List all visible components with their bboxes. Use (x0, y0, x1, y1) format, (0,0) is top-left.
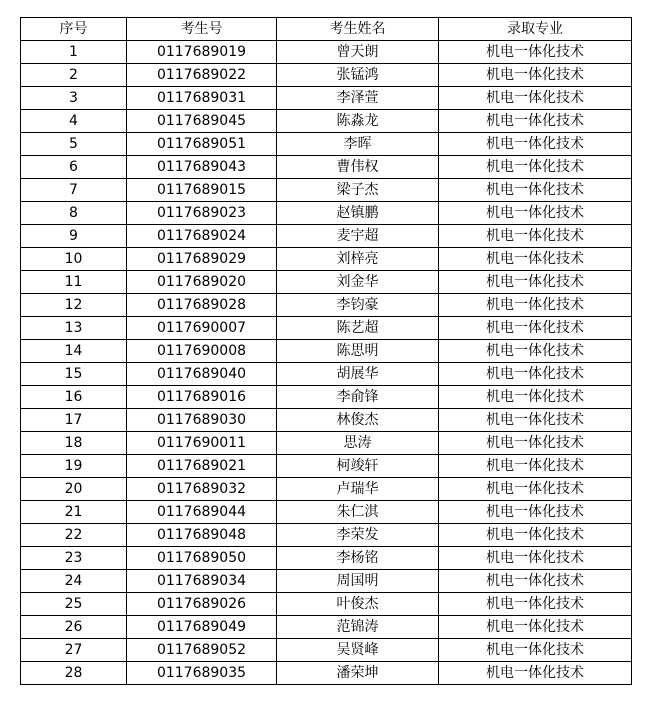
table-row (21, 386, 632, 409)
cell-seq: 19 (21, 455, 127, 478)
table-row (21, 455, 632, 478)
cell-seq: 23 (21, 547, 127, 570)
cell-major: 机电一体化技术 (439, 225, 632, 248)
admission-list-sheet (20, 17, 632, 685)
cell-exam-no: 0117689020 (127, 271, 277, 294)
cell-seq: 21 (21, 501, 127, 524)
cell-exam-no: 0117689051 (127, 133, 277, 156)
cell-seq: 16 (21, 386, 127, 409)
cell-name: 赵镇鹏 (277, 202, 439, 225)
cell-name: 范锦涛 (277, 616, 439, 639)
cell-major: 机电一体化技术 (439, 432, 632, 455)
cell-name: 周国明 (277, 570, 439, 593)
cell-name: 卢瑞华 (277, 478, 439, 501)
table-row (21, 409, 632, 432)
table-row (21, 41, 632, 64)
cell-major: 机电一体化技术 (439, 41, 632, 64)
table-row (21, 64, 632, 87)
cell-name: 张锰鸿 (277, 64, 439, 87)
cell-name: 朱仁淇 (277, 501, 439, 524)
cell-exam-no: 0117690008 (127, 340, 277, 363)
admission-table (20, 17, 632, 685)
cell-name: 刘金华 (277, 271, 439, 294)
cell-name: 梁子杰 (277, 179, 439, 202)
cell-seq: 4 (21, 110, 127, 133)
cell-major: 机电一体化技术 (439, 87, 632, 110)
cell-exam-no: 0117689019 (127, 41, 277, 64)
cell-seq: 28 (21, 662, 127, 685)
cell-major: 机电一体化技术 (439, 524, 632, 547)
table-row (21, 478, 632, 501)
cell-major: 机电一体化技术 (439, 179, 632, 202)
header-exam-no: 考生号 (127, 18, 277, 41)
cell-seq: 1 (21, 41, 127, 64)
table-row (21, 363, 632, 386)
cell-major: 机电一体化技术 (439, 570, 632, 593)
cell-exam-no: 0117689028 (127, 294, 277, 317)
cell-exam-no: 0117689021 (127, 455, 277, 478)
cell-name: 麦宇超 (277, 225, 439, 248)
cell-exam-no: 0117689034 (127, 570, 277, 593)
cell-name: 叶俊杰 (277, 593, 439, 616)
table-row (21, 202, 632, 225)
cell-name: 陈思明 (277, 340, 439, 363)
table-row (21, 225, 632, 248)
cell-exam-no: 0117689016 (127, 386, 277, 409)
cell-seq: 3 (21, 87, 127, 110)
cell-name: 李晖 (277, 133, 439, 156)
cell-seq: 9 (21, 225, 127, 248)
cell-major: 机电一体化技术 (439, 64, 632, 87)
table-row (21, 432, 632, 455)
table-row (21, 294, 632, 317)
cell-seq: 12 (21, 294, 127, 317)
cell-major: 机电一体化技术 (439, 547, 632, 570)
table-header (21, 18, 632, 41)
cell-major: 机电一体化技术 (439, 478, 632, 501)
table-row (21, 340, 632, 363)
cell-major: 机电一体化技术 (439, 340, 632, 363)
cell-exam-no: 0117689040 (127, 363, 277, 386)
cell-name: 李泽萱 (277, 87, 439, 110)
cell-seq: 24 (21, 570, 127, 593)
cell-name: 刘梓亮 (277, 248, 439, 271)
cell-major: 机电一体化技术 (439, 294, 632, 317)
cell-exam-no: 0117689032 (127, 478, 277, 501)
cell-exam-no: 0117689048 (127, 524, 277, 547)
cell-major: 机电一体化技术 (439, 202, 632, 225)
cell-name: 陈淼龙 (277, 110, 439, 133)
cell-name: 李俞锋 (277, 386, 439, 409)
cell-seq: 15 (21, 363, 127, 386)
cell-name: 李钧豪 (277, 294, 439, 317)
table-row (21, 501, 632, 524)
cell-exam-no: 0117689043 (127, 156, 277, 179)
cell-exam-no: 0117689026 (127, 593, 277, 616)
cell-major: 机电一体化技术 (439, 317, 632, 340)
header-row (21, 18, 632, 41)
cell-name: 陈艺超 (277, 317, 439, 340)
cell-exam-no: 0117689045 (127, 110, 277, 133)
cell-name: 柯竣轩 (277, 455, 439, 478)
cell-name: 胡展华 (277, 363, 439, 386)
table-row (21, 156, 632, 179)
cell-seq: 20 (21, 478, 127, 501)
table-row (21, 639, 632, 662)
cell-exam-no: 0117689024 (127, 225, 277, 248)
cell-exam-no: 0117690007 (127, 317, 277, 340)
cell-exam-no: 0117689044 (127, 501, 277, 524)
table-row (21, 524, 632, 547)
cell-exam-no: 0117689029 (127, 248, 277, 271)
cell-seq: 8 (21, 202, 127, 225)
cell-major: 机电一体化技术 (439, 616, 632, 639)
cell-seq: 22 (21, 524, 127, 547)
header-name: 考生姓名 (277, 18, 439, 41)
cell-seq: 7 (21, 179, 127, 202)
table-row (21, 248, 632, 271)
cell-major: 机电一体化技术 (439, 248, 632, 271)
cell-name: 曹伟权 (277, 156, 439, 179)
cell-major: 机电一体化技术 (439, 271, 632, 294)
cell-seq: 27 (21, 639, 127, 662)
table-row (21, 179, 632, 202)
cell-major: 机电一体化技术 (439, 662, 632, 685)
cell-seq: 11 (21, 271, 127, 294)
cell-major: 机电一体化技术 (439, 386, 632, 409)
cell-seq: 2 (21, 64, 127, 87)
table-row (21, 570, 632, 593)
cell-major: 机电一体化技术 (439, 593, 632, 616)
cell-exam-no: 0117689049 (127, 616, 277, 639)
header-seq: 序号 (21, 18, 127, 41)
table-row (21, 593, 632, 616)
cell-exam-no: 0117689030 (127, 409, 277, 432)
cell-seq: 10 (21, 248, 127, 271)
table-row (21, 110, 632, 133)
header-major: 录取专业 (439, 18, 632, 41)
cell-exam-no: 0117689015 (127, 179, 277, 202)
cell-seq: 18 (21, 432, 127, 455)
cell-major: 机电一体化技术 (439, 639, 632, 662)
cell-exam-no: 0117690011 (127, 432, 277, 455)
cell-exam-no: 0117689052 (127, 639, 277, 662)
table-row (21, 271, 632, 294)
cell-name: 思涛 (277, 432, 439, 455)
cell-major: 机电一体化技术 (439, 501, 632, 524)
table-row (21, 616, 632, 639)
cell-major: 机电一体化技术 (439, 409, 632, 432)
cell-major: 机电一体化技术 (439, 156, 632, 179)
table-row (21, 87, 632, 110)
cell-exam-no: 0117689035 (127, 662, 277, 685)
cell-seq: 5 (21, 133, 127, 156)
cell-seq: 26 (21, 616, 127, 639)
cell-name: 李杨铭 (277, 547, 439, 570)
table-body (21, 41, 632, 685)
table-row (21, 133, 632, 156)
table-row (21, 547, 632, 570)
table-row (21, 317, 632, 340)
cell-seq: 17 (21, 409, 127, 432)
cell-major: 机电一体化技术 (439, 110, 632, 133)
table-row (21, 662, 632, 685)
cell-major: 机电一体化技术 (439, 133, 632, 156)
cell-seq: 6 (21, 156, 127, 179)
cell-major: 机电一体化技术 (439, 455, 632, 478)
cell-exam-no: 0117689022 (127, 64, 277, 87)
cell-name: 曾天朗 (277, 41, 439, 64)
cell-major: 机电一体化技术 (439, 363, 632, 386)
cell-seq: 14 (21, 340, 127, 363)
cell-exam-no: 0117689031 (127, 87, 277, 110)
cell-seq: 25 (21, 593, 127, 616)
cell-name: 潘荣坤 (277, 662, 439, 685)
cell-name: 吴贤峰 (277, 639, 439, 662)
cell-name: 林俊杰 (277, 409, 439, 432)
cell-name: 李荣发 (277, 524, 439, 547)
cell-exam-no: 0117689050 (127, 547, 277, 570)
cell-seq: 13 (21, 317, 127, 340)
cell-exam-no: 0117689023 (127, 202, 277, 225)
